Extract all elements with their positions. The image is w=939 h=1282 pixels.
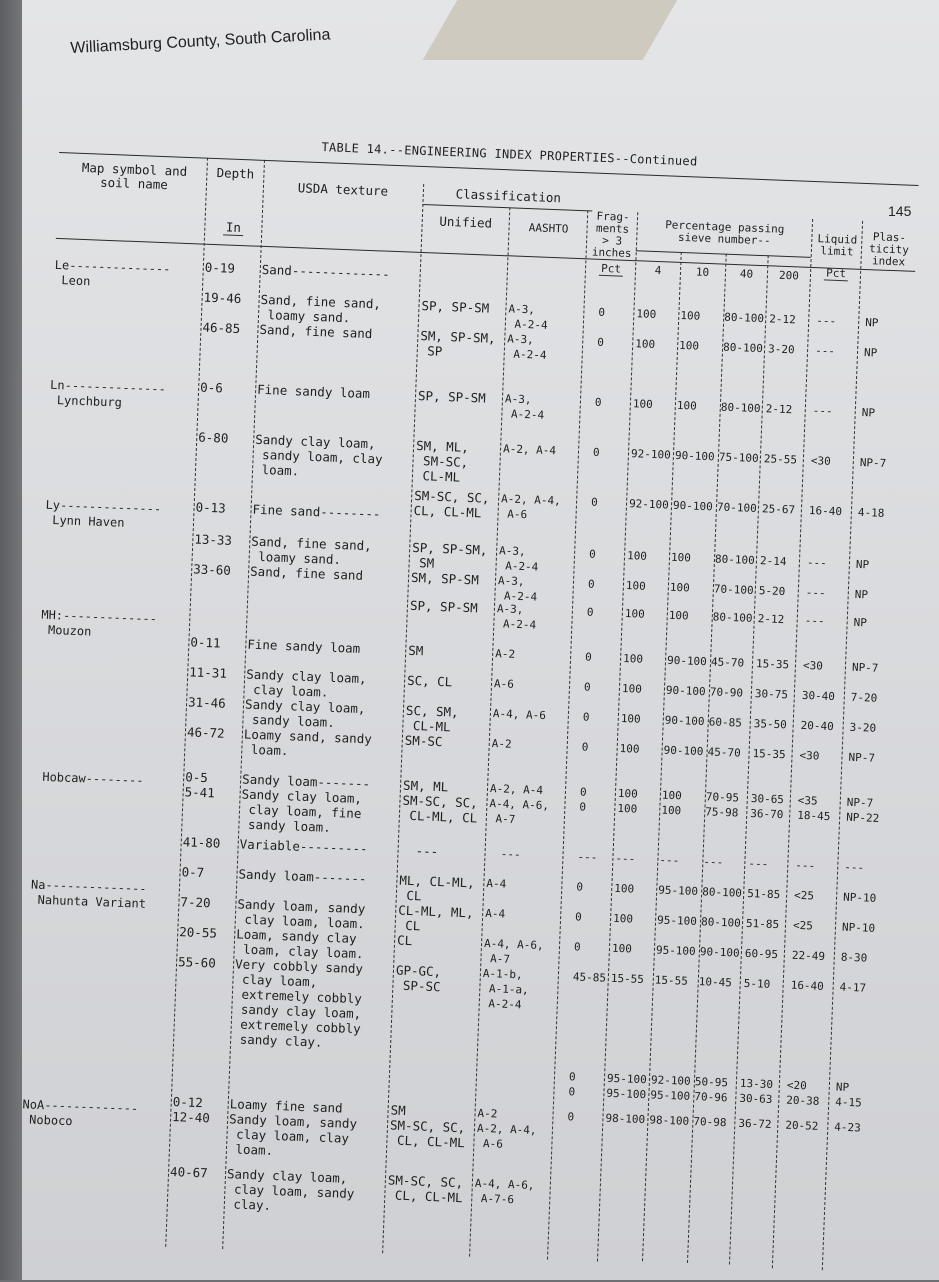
cell-unified: CL — [396, 932, 413, 949]
header-liquid-limit: Liquid limit — [817, 232, 858, 259]
soil-entry — [40, 608, 157, 642]
header-aashto: AASHTO — [528, 221, 569, 236]
cell-pi: NP 4-15 — [835, 1080, 862, 1110]
cell-s200: 15-35 — [752, 747, 786, 762]
map-symbol: MH:------------- — [41, 607, 158, 627]
page-number: 145 — [888, 203, 912, 219]
cell-s10: 90-100 — [663, 743, 704, 759]
cell-s40: 70-90 — [709, 685, 744, 700]
cell-s4: 15-55 — [610, 971, 645, 987]
cell-s40: 45-70 — [707, 745, 741, 760]
cell-s40: 80-100 — [712, 610, 753, 625]
cell-s40: 70-100 — [716, 500, 757, 516]
cell-depth: 0-7 — [181, 864, 205, 881]
cell-frag: 0 — [586, 605, 594, 619]
cell-s200: 36-72 — [738, 1116, 772, 1132]
cell-s200: 35-50 — [753, 717, 788, 732]
cell-s4: 92-100 — [630, 447, 671, 462]
cell-frag: 0 — [587, 577, 595, 591]
cell-s200: 13-30 30-63 — [739, 1076, 774, 1107]
cell-depth: 46-72 — [186, 724, 225, 741]
cell-ll: --- — [804, 613, 825, 628]
cell-s40: 75-100 — [718, 450, 759, 466]
cell-usda: Sand, fine sand — [259, 321, 373, 342]
cell-frag: 0 — [584, 650, 593, 664]
cell-frag: 0 — [592, 445, 600, 459]
cell-usda: Sandy loam------- — [241, 771, 371, 792]
cell-usda: Sand, fine sand, loamy sand. — [250, 533, 372, 568]
cell-s40: 70-95 — [705, 790, 740, 805]
cell-s4: 100 — [634, 337, 656, 351]
cell-depth: 20-55 — [179, 924, 218, 941]
cell-pi: NP — [864, 316, 879, 330]
cell-s4: 100 — [625, 579, 647, 593]
cell-pi: NP-22 — [845, 810, 880, 825]
map-symbol: Le-------------- — [54, 257, 171, 277]
cell-s4: 100 — [632, 397, 654, 411]
cell-frag: 0 — [594, 395, 602, 409]
cell-s4: --- — [615, 851, 636, 866]
cell-s4: 100 — [612, 911, 634, 926]
cell-pi: NP — [854, 587, 869, 602]
cell-unified: CL-ML, ML, CL — [397, 902, 474, 934]
cell-aashto: A-3, A-2-4 — [496, 602, 537, 632]
cell-unified: SC, CL — [406, 672, 453, 690]
cell-unified: SM, SP-SM, SP — [419, 327, 496, 359]
cell-ll: 30-40 — [801, 688, 836, 704]
cell-depth: 11-31 — [189, 664, 228, 681]
cell-ll: 20-52 — [785, 1118, 819, 1133]
cell-pi: NP-7 — [851, 660, 879, 675]
header-unified: Unified — [439, 213, 493, 231]
cell-s4: 100 — [617, 786, 639, 801]
cell-s200: 30-65 — [750, 792, 785, 807]
cell-depth: 31-46 — [187, 694, 227, 711]
cell-usda: Loam, sandy clay loam, clay loam. — [235, 926, 364, 962]
header-sieve-200: 200 — [778, 268, 800, 283]
cell-unified: --- — [400, 842, 439, 860]
cell-s4: 100 — [621, 681, 643, 696]
cell-s10: 90-100 — [674, 448, 715, 464]
cell-s40: --- — [703, 855, 724, 869]
cell-pi: NP-7 — [859, 455, 887, 470]
soil-name: Lynn Haven — [44, 512, 125, 530]
cell-s40: 90-100 — [699, 945, 740, 960]
cell-aashto: A-2 — [491, 737, 512, 751]
cell-s200: 5-20 — [758, 584, 786, 599]
cell-pi: 8-30 — [840, 950, 868, 965]
cell-aashto: A-3, A-2-4 — [498, 544, 539, 574]
cell-usda: Sandy clay loam, sandy loam, clay loam. — [253, 431, 383, 479]
header-map-symbol: Map symbol and soil name — [81, 159, 188, 193]
col-sep — [772, 219, 813, 1268]
cell-s200: 25-55 — [763, 452, 798, 467]
cell-s10: 98-100 — [649, 1113, 690, 1128]
cell-s200: 5-10 — [743, 976, 771, 991]
cell-s40: 80-100 — [720, 400, 761, 416]
cell-frag: --- — [577, 850, 598, 865]
cell-s40: 80-100 — [700, 915, 742, 930]
soil-name: Noboco — [21, 1112, 73, 1129]
cell-frag: 0 — [583, 680, 591, 694]
cell-usda: Sandy clay loam, clay loam, fine sandy loam. — [240, 786, 363, 835]
cell-pi: NP-7 — [848, 750, 876, 765]
map-symbol: Ly-------------- — [45, 497, 162, 517]
cell-s4: 100 — [624, 607, 645, 621]
cell-depth: 13-33 — [194, 531, 233, 548]
cell-aashto: A-4 — [486, 876, 507, 891]
cell-s200: 36-70 — [750, 807, 784, 822]
cell-ll: 22-49 — [791, 948, 826, 963]
cell-ll: --- — [815, 314, 837, 328]
cell-frag: 0 — [574, 910, 583, 924]
map-symbol: NoA------------- — [22, 1097, 139, 1116]
cell-pi: NP-10 — [842, 890, 877, 905]
cell-usda: Fine sandy loam — [247, 636, 361, 656]
cell-unified: SP, SP-SM, SM — [411, 539, 488, 571]
cell-aashto: A-3, A-2-4 — [506, 332, 547, 362]
cell-ll: --- — [795, 858, 816, 873]
cell-aashto: A-4, A-6, A-7 — [488, 796, 550, 826]
cell-depth: 5-41 — [184, 784, 216, 801]
map-symbol: Ln-------------- — [49, 377, 166, 397]
cell-aashto: A-2, A-4 — [489, 781, 544, 798]
cell-s200: 51-85 — [746, 886, 781, 902]
header-sieve-40: 40 — [739, 267, 754, 281]
cell-depth: 46-85 — [202, 319, 241, 337]
soil-name: Leon — [53, 272, 91, 289]
cell-unified: SM, ML — [402, 777, 449, 795]
cell-usda: Sand, fine sand, loamy sand. — [259, 291, 382, 326]
cell-pi: NP — [855, 557, 870, 572]
cell-depth: 6-80 — [198, 429, 229, 446]
cell-ll: <20 20-38 — [786, 1078, 820, 1108]
cell-frag: 0 — [588, 547, 596, 561]
cell-s10: 92-100 95-100 — [650, 1073, 691, 1103]
col-sep — [594, 212, 638, 1261]
soil-entry — [54, 258, 171, 292]
cell-depth: 7-20 — [180, 894, 211, 911]
cell-unified: SM, ML, SM-SC, CL-ML — [414, 437, 470, 485]
header-depth: Depth — [216, 165, 255, 182]
cell-unified: SP, SP-SM — [421, 298, 490, 316]
cell-depth: 55-60 — [177, 954, 217, 971]
cell-s200: 30-75 — [754, 687, 789, 702]
cell-usda: Sandy clay loam, clay loam, sandy clay. — [225, 1166, 355, 1213]
soil-name: Mouzon — [40, 622, 92, 639]
cell-ll: --- — [812, 404, 833, 418]
cell-s10: 100 — [670, 550, 692, 565]
cell-aashto: A-4 — [484, 906, 506, 921]
cell-unified: SP, SP-SM — [409, 597, 478, 616]
soil-name: Hobcaw-------- — [34, 769, 144, 788]
cell-s200: 2-12 — [765, 402, 793, 417]
cell-ll: <35 — [797, 793, 818, 808]
cell-depth: 0-12 12-40 — [171, 1094, 211, 1126]
cell-usda: Sandy clay loam, clay loam. — [245, 666, 367, 700]
cell-ll: 16-40 — [790, 978, 825, 993]
cell-frag: 0 — [573, 940, 581, 954]
cell-s10: 90-100 — [665, 683, 706, 699]
cell-unified: SM-SC — [404, 732, 443, 750]
cell-s10: 95-100 — [655, 943, 696, 959]
cell-s4: 100 — [611, 941, 633, 956]
cell-aashto: A-3, A-2-4 — [504, 392, 545, 422]
cell-usda: Very cobbly sandy clay loam, extremely cobbly sandy clay loam, extremely cobbly sandy clay. — [231, 956, 364, 1050]
cell-frag: 0 0 — [568, 1070, 576, 1099]
cell-s40: 80-100 — [701, 885, 743, 900]
cell-s4: 92-100 — [628, 497, 670, 512]
cell-s10: 100 — [676, 398, 697, 413]
soil-entry — [30, 877, 147, 911]
cell-aashto: A-2, A-4 — [502, 442, 557, 458]
cell-ll: 16-40 — [808, 504, 843, 519]
cell-usda: Sandy loam, sandy clay loam, loam. — [236, 896, 366, 932]
cell-depth: 0-11 — [190, 634, 221, 651]
cell-aashto: A-3, A-2-4 — [507, 302, 548, 332]
header-fragments-unit: Pct — [599, 262, 623, 277]
cell-unified: SM-SC, SC, CL-ML, CL — [401, 792, 479, 826]
soil-name: Nahunta Variant — [30, 892, 147, 911]
engineering-index-table — [17, 130, 919, 1282]
cell-ll: 20-40 — [800, 718, 835, 734]
cell-s40: 75-98 — [705, 805, 739, 820]
cell-s200: 25-67 — [761, 502, 796, 517]
cell-s40: 50-95 70-96 — [694, 1075, 729, 1105]
cell-depth: 40-67 — [169, 1163, 209, 1181]
col-sep — [547, 210, 588, 1259]
cell-usda: Sand------------- — [261, 261, 390, 282]
cell-depth: 0-13 — [195, 499, 227, 516]
header-usda: USDA texture — [297, 180, 389, 199]
cell-s4: 100 — [617, 801, 638, 816]
cell-pi: 3-20 — [849, 720, 877, 735]
cell-s40: 60-85 — [708, 715, 743, 730]
percentage-rule — [636, 250, 811, 258]
cell-ll: --- — [805, 585, 826, 600]
cell-pi: NP — [863, 346, 878, 360]
cell-frag: 0 — [590, 495, 598, 509]
cell-unified: SC, SM, CL-ML — [405, 702, 459, 735]
cell-s10: 90-100 — [666, 653, 708, 669]
cell-aashto: A-2 A-2, A-4, A-6 — [476, 1106, 537, 1151]
cell-s10: 100 — [661, 788, 683, 803]
cell-usda: Sandy loam------- — [238, 866, 367, 887]
cell-usda: Sandy clay loam, sandy loam. — [244, 696, 366, 730]
cell-pi: NP — [861, 405, 876, 420]
cell-unified: SM SM-SC, SC, CL, CL-ML — [389, 1102, 466, 1151]
cell-s40: 10-45 — [698, 975, 733, 990]
cell-aashto: A-4, A-6, A-7 — [483, 936, 544, 966]
cell-pi: NP-7 — [846, 795, 874, 810]
cell-s40: 70-98 — [693, 1115, 727, 1130]
cell-frag: 0 — [567, 1110, 575, 1124]
cell-s40: 45-70 — [710, 655, 745, 670]
cell-unified: SM-SC, SC, CL, CL-ML — [413, 487, 490, 521]
cell-pi: NP-10 — [841, 920, 876, 935]
cell-pi: 7-20 — [850, 690, 878, 705]
header-depth-unit: In — [224, 219, 244, 236]
cell-frag: 45-85 — [572, 970, 607, 985]
cell-pi: --- — [844, 860, 865, 875]
cell-depth: 33-60 — [192, 561, 232, 578]
cell-depth: 0-19 — [204, 259, 236, 276]
cell-ll: <25 — [793, 888, 815, 903]
cell-aashto: A-2 — [494, 647, 516, 661]
table-title: TABLE 14.--ENGINEERING INDEX PROPERTIES--Continued — [321, 140, 698, 169]
soil-name: Lynchburg — [49, 392, 123, 410]
cell-depth: 0-6 — [199, 379, 224, 396]
cell-ll: --- — [814, 344, 836, 358]
paper-flap — [423, 0, 678, 60]
col-sep — [822, 221, 863, 1270]
soil-entry — [45, 498, 162, 532]
cell-ll: 18-45 — [796, 808, 831, 824]
cell-unified: SM, SP-SM — [410, 569, 480, 588]
cell-s10: --- — [659, 853, 680, 868]
cell-s200: 2-14 — [759, 554, 787, 569]
header-liquid-unit: Pct — [824, 266, 848, 281]
cell-s10: 15-55 — [654, 973, 689, 988]
cell-s4: 98-100 — [605, 1111, 646, 1127]
cell-frag: 0 — [582, 710, 590, 724]
cell-s200: 15-35 — [755, 657, 790, 672]
cell-s40: 80-100 — [722, 340, 764, 356]
cell-usda: Sand, fine sand — [249, 563, 364, 583]
cell-usda: Loamy sand, sandy loam. — [243, 726, 373, 759]
cell-s10: 100 — [668, 608, 689, 623]
cell-unified: GP-GC, SP-SC — [395, 962, 442, 995]
cell-s10: 100 — [669, 580, 691, 595]
cell-aashto: --- — [487, 846, 521, 862]
cell-aashto: A-4, A-6 — [492, 707, 547, 723]
cell-s10: 100 — [680, 308, 701, 323]
cell-s4: 100 — [614, 881, 635, 896]
cell-s10: 90-100 — [664, 713, 705, 729]
cell-frag: 0 — [579, 800, 587, 814]
cell-usda: Loamy fine sand Sandy loam, sandy clay loam, clay loam. — [227, 1096, 358, 1158]
cell-unified: SM — [407, 642, 424, 659]
running-head: Williamsburg County, South Carolina — [70, 26, 331, 57]
header-percentage: Percentage passing sieve number-- — [664, 218, 785, 248]
cell-unified: SP, SP-SM — [417, 387, 487, 406]
cell-s40: 70-100 — [713, 582, 754, 597]
soil-entry — [35, 770, 144, 789]
soil-entry — [22, 1097, 139, 1131]
cell-pi: 4-18 — [857, 505, 885, 520]
cell-aashto: A-4, A-6, A-7-6 — [474, 1176, 535, 1207]
cell-s4: 100 — [626, 549, 648, 563]
cell-depth: 0-5 — [184, 769, 209, 786]
header-classification: Classification — [455, 186, 562, 206]
cell-s200: 51-85 — [745, 916, 780, 932]
header-fragments: Frag- ments > 3 inches — [591, 209, 632, 261]
cell-s4: 100 — [636, 307, 657, 322]
cell-s10: 100 — [678, 338, 700, 353]
cell-s10: 90-100 — [672, 498, 714, 514]
cell-pi: 4-17 — [839, 980, 867, 995]
cell-s4: 100 — [620, 711, 641, 726]
cell-ll: <30 — [799, 748, 820, 763]
cell-aashto: A-6 — [493, 677, 515, 691]
cell-unified: SM-SC, SC, CL, CL-ML — [387, 1172, 464, 1206]
cell-pi: NP — [853, 615, 868, 630]
cell-frag: 0 — [596, 335, 605, 350]
soil-entry — [49, 378, 166, 412]
map-symbol: Na-------------- — [30, 877, 147, 896]
cell-frag: 0 — [579, 785, 587, 799]
cell-s200: 2-12 — [769, 312, 797, 327]
cell-usda: Variable--------- — [239, 836, 368, 857]
cell-s4: 95-100 95-100 — [606, 1071, 647, 1102]
cell-frag: 0 — [598, 305, 606, 320]
header-sieve-4: 4 — [654, 263, 662, 278]
cell-s4: 100 — [622, 652, 644, 666]
cell-s200: 60-95 — [744, 946, 779, 962]
cell-frag: 0 — [576, 880, 584, 894]
cell-depth: 41-80 — [182, 834, 221, 851]
cell-s40: 80-100 — [724, 310, 765, 326]
cell-s10: 95-100 — [656, 913, 698, 929]
cell-aashto: A-3, A-2-4 — [497, 574, 538, 604]
cell-depth: 19-46 — [203, 289, 242, 307]
cell-frag: 0 — [581, 740, 589, 754]
cell-usda: Fine sand-------- — [252, 501, 381, 522]
cell-usda: Fine sandy loam — [256, 381, 371, 402]
cell-aashto: A-2, A-4, A-6 — [500, 492, 561, 522]
cell-s4: 100 — [619, 741, 640, 756]
cell-s200: 2-12 — [757, 612, 785, 627]
cell-s10: 100 — [661, 803, 682, 818]
cell-s200: --- — [748, 856, 769, 871]
cell-s10: 95-100 — [658, 883, 699, 899]
cell-unified: ML, CL-ML, CL — [398, 872, 475, 904]
cell-pi: 4-23 — [834, 1120, 862, 1135]
cell-ll: <30 — [810, 454, 831, 468]
cell-ll: --- — [806, 555, 828, 570]
cell-aashto: A-1-b, A-1-a, A-2-4 — [481, 966, 529, 1012]
cell-ll: <25 — [792, 918, 814, 933]
cell-s40: 80-100 — [714, 552, 755, 567]
cell-ll: <30 — [802, 658, 824, 673]
header-sieve-10: 10 — [695, 265, 710, 280]
header-plasticity: Plas- ticity index — [868, 230, 910, 269]
cell-s200: 3-20 — [767, 342, 795, 357]
